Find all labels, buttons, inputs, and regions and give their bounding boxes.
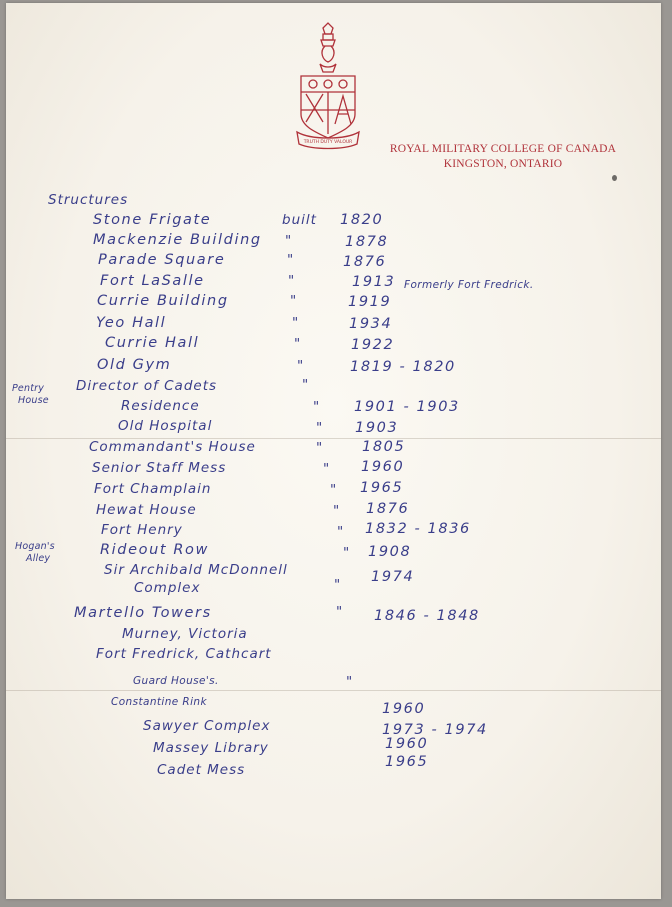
structure-name: Director of Cadets	[76, 378, 218, 394]
structure-year: 1922	[351, 337, 395, 353]
ditto-mark: "	[288, 273, 296, 289]
ditto-mark: "	[313, 399, 321, 415]
ditto-mark: "	[287, 252, 295, 268]
ditto-mark: built	[282, 212, 317, 228]
structure-name: Sawyer Complex	[143, 718, 271, 734]
structure-name: Complex	[134, 580, 201, 596]
ditto-mark: "	[343, 545, 351, 561]
structure-name: Fort Fredrick, Cathcart	[96, 646, 272, 662]
structure-name: Cadet Mess	[157, 762, 246, 778]
structure-year: 1820	[340, 212, 384, 228]
ditto-mark: "	[336, 604, 344, 620]
structure-year: 1965	[360, 480, 404, 496]
structure-name: Massey Library	[153, 740, 269, 756]
structure-year: 1876	[343, 254, 387, 270]
list-heading: Structures	[48, 192, 129, 208]
structure-year: 1903	[355, 420, 399, 436]
ink-spot	[612, 175, 617, 181]
svg-text:TRUTH DUTY VALOUR: TRUTH DUTY VALOUR	[303, 140, 353, 145]
margin-note-pentry-2: House	[18, 395, 49, 406]
ditto-mark: "	[346, 674, 354, 690]
college-crest-icon	[293, 22, 363, 152]
structure-name: Currie Hall	[105, 335, 200, 351]
fold-line	[6, 690, 661, 691]
letterhead	[388, 142, 618, 172]
structure-name: Currie Building	[97, 293, 229, 309]
structure-year: 1805	[362, 439, 406, 455]
structure-year: 1974	[371, 569, 415, 585]
ditto-mark: "	[337, 524, 345, 540]
structure-name: Commandant's House	[89, 439, 256, 455]
structure-year: 1901 - 1903	[354, 399, 460, 415]
structure-year: 1832 - 1836	[365, 521, 471, 537]
structure-year: 1819 - 1820	[350, 359, 456, 375]
structure-name: Rideout Row	[100, 542, 209, 558]
structure-year: 1919	[348, 294, 392, 310]
structure-name: Parade Square	[98, 252, 226, 268]
structure-name: Martello Towers	[74, 605, 212, 621]
structure-name: Sir Archibald McDonnell	[104, 562, 288, 578]
ditto-mark: "	[285, 233, 293, 249]
ditto-mark: "	[330, 482, 338, 498]
ditto-mark: "	[294, 336, 302, 352]
structure-year: 1965	[385, 754, 429, 770]
ditto-mark: "	[316, 440, 324, 456]
ditto-mark: "	[323, 461, 331, 477]
structure-name: Old Gym	[97, 357, 172, 373]
structure-name: Hewat House	[96, 502, 197, 518]
structure-name: Guard House's.	[133, 675, 219, 687]
structure-name: Senior Staff Mess	[92, 460, 227, 476]
structure-year: 1934	[349, 316, 393, 332]
structure-year: 1960	[361, 459, 405, 475]
ditto-mark: "	[334, 577, 342, 593]
margin-note-hogans-1: Hogan's	[15, 541, 55, 552]
ditto-mark: "	[292, 315, 300, 331]
structure-year: 1960	[385, 736, 429, 752]
ditto-mark: "	[302, 377, 310, 393]
structure-year: 1878	[345, 234, 389, 250]
structure-name: Old Hospital	[118, 418, 213, 434]
margin-note-pentry-1: Pentry	[12, 383, 45, 394]
structure-name: Fort LaSalle	[100, 273, 205, 289]
structure-year: 1876	[366, 501, 410, 517]
structure-year: 1960	[382, 701, 426, 717]
structure-name: Murney, Victoria	[122, 626, 248, 642]
structure-year: 1846 - 1848	[374, 608, 480, 624]
structure-name: Stone Frigate	[93, 212, 212, 228]
structure-year: 1913	[352, 274, 396, 290]
structure-name: Mackenzie Building	[93, 232, 262, 248]
structure-year: 1908	[368, 544, 412, 560]
structure-note: Formerly Fort Fredrick.	[404, 279, 534, 291]
margin-note-hogans-2: Alley	[26, 553, 51, 564]
structure-name: Fort Champlain	[94, 481, 212, 497]
structure-year: 1973 - 1974	[382, 722, 488, 738]
structure-name: Fort Henry	[101, 522, 183, 538]
ditto-mark: "	[316, 420, 324, 436]
ditto-mark: "	[290, 293, 298, 309]
structure-name: Constantine Rink	[111, 696, 207, 708]
ditto-mark: "	[333, 503, 341, 519]
letterhead-location: KINGSTON, ONTARIO	[443, 158, 563, 170]
ditto-mark: "	[297, 358, 305, 374]
letterhead-institution: ROYAL MILITARY COLLEGE OF CANADA	[389, 143, 617, 155]
structure-name: Yeo Hall	[96, 315, 167, 331]
structure-name: Residence	[121, 398, 200, 414]
